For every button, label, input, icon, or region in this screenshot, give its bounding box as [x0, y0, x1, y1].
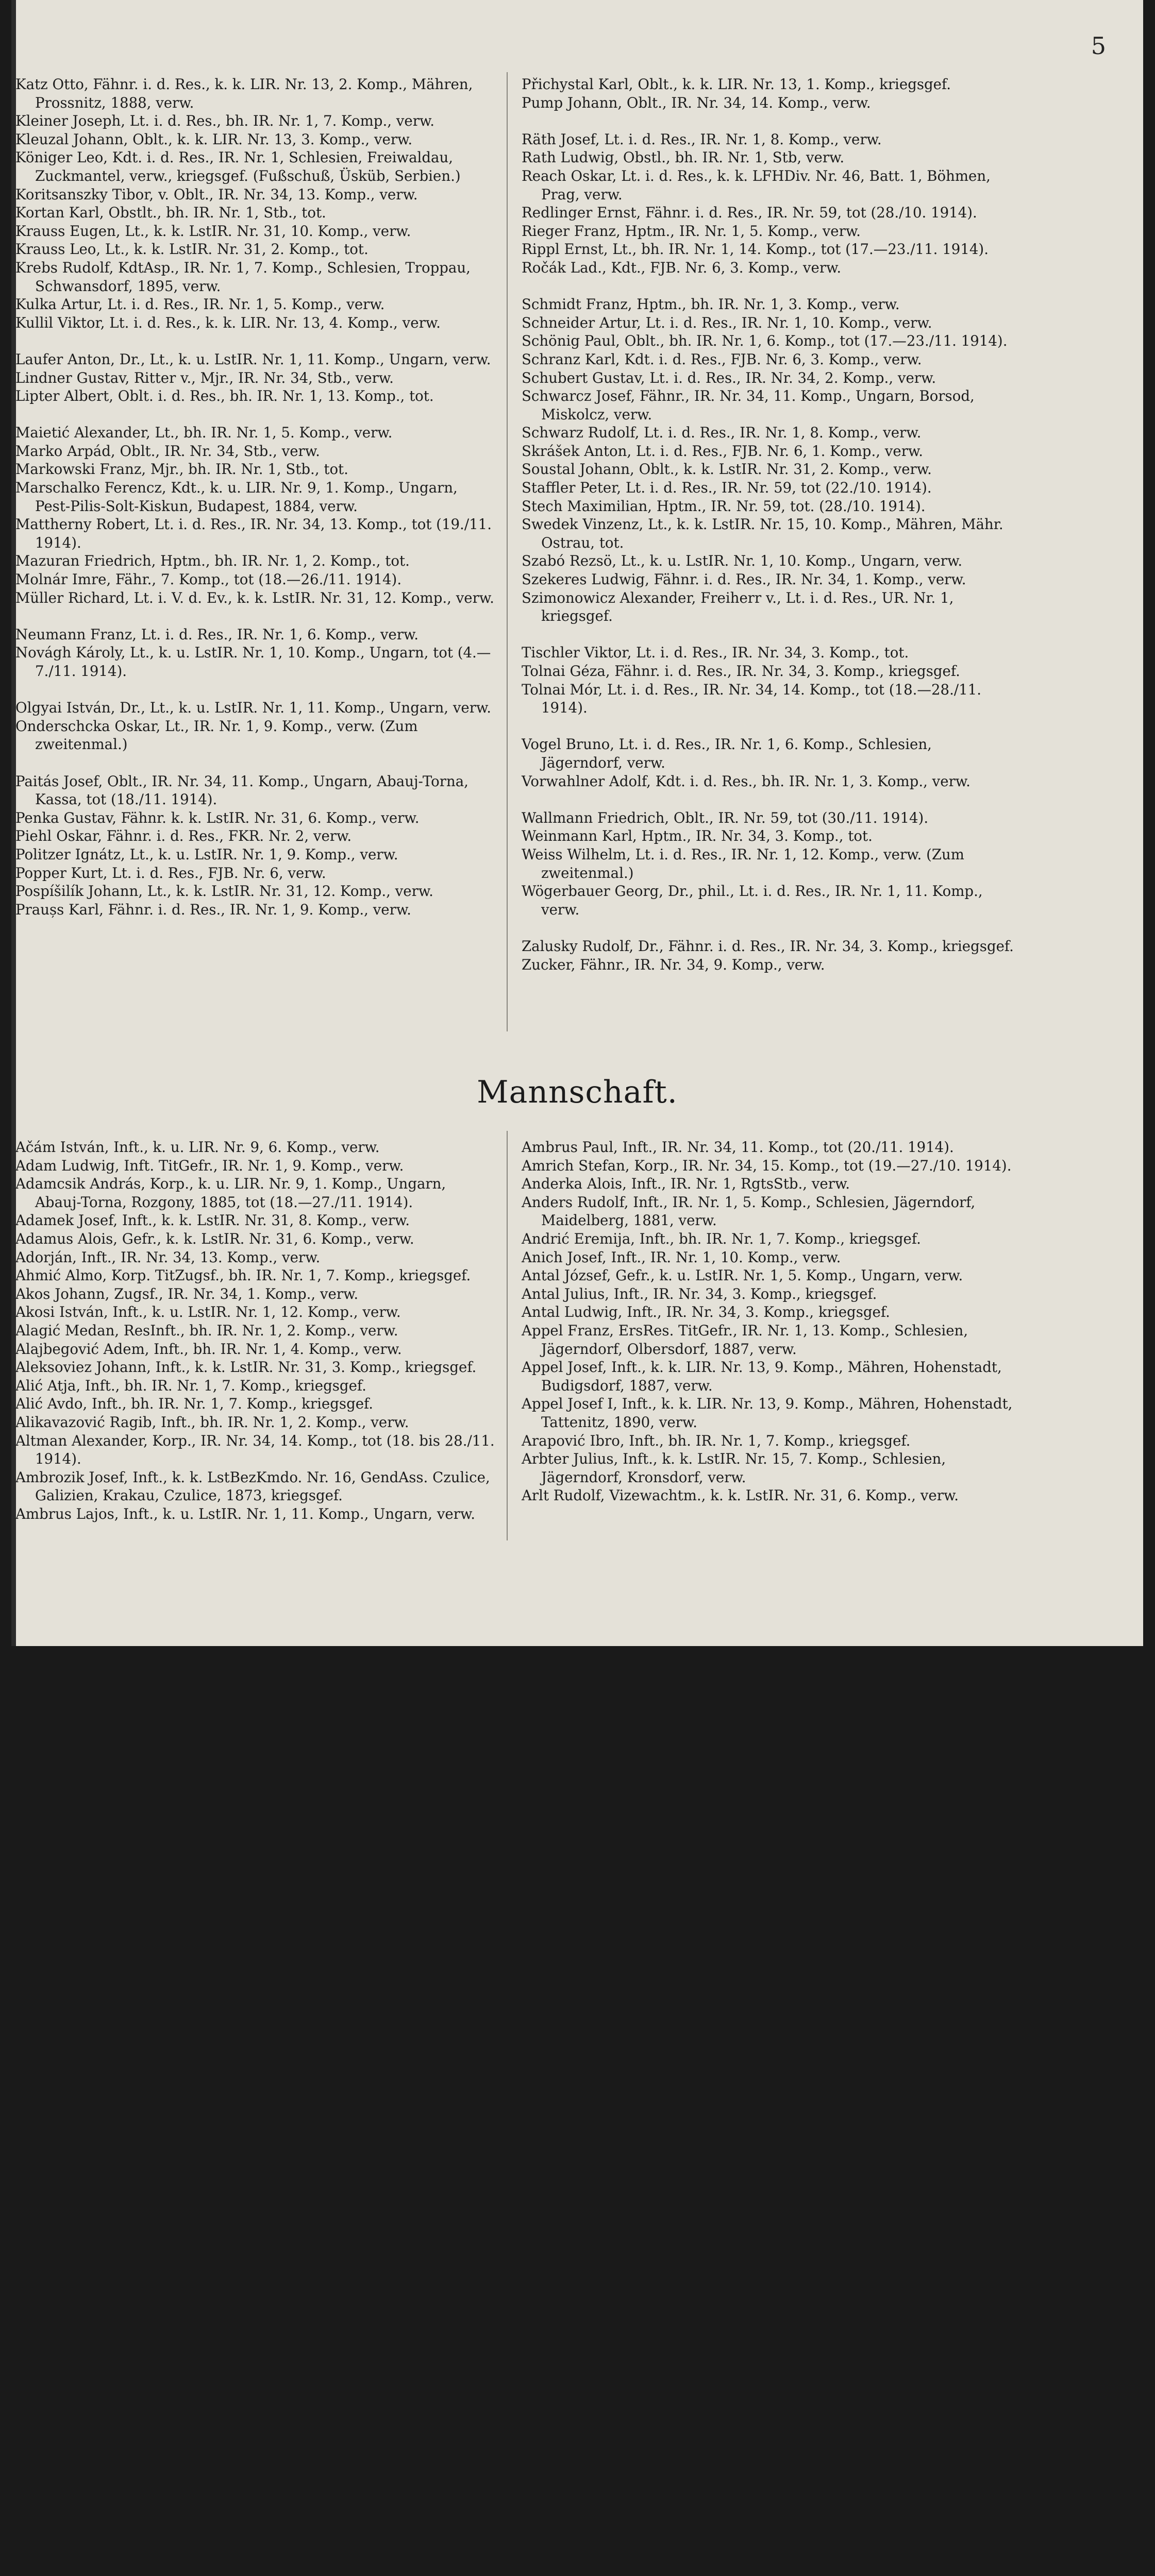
roster-entry: Aleksoviez Johann, Inft., k. k. LstIR. Nr. 31, 3. Komp., kriegsgef. — [15, 1359, 477, 1376]
entry-gap — [15, 607, 495, 625]
roster-entry: Maietić Alexander, Lt., bh. IR. Nr. 1, 5. Komp., verw. — [15, 424, 393, 442]
roster-entry: Kortan Karl, Obstlt., bh. IR. Nr. 1, Stb., tot. — [15, 204, 326, 222]
entry-gap — [15, 332, 495, 350]
roster-entry: Vogel Bruno, Lt. i. d. Res., IR. Nr. 1, 6. Komp., Schlesien, Jägerndorf, verw. — [522, 736, 932, 771]
roster-entry: Praușs Karl, Fähnr. i. d. Res., IR. Nr. 1, 9. Komp., verw. — [15, 901, 411, 918]
roster-entry: Weinmann Karl, Hptm., IR. Nr. 34, 3. Komp., tot. — [522, 827, 873, 845]
roster-entry: Müller Richard, Lt. i. V. d. Ev., k. k. LstIR. Nr. 31, 12. Komp., verw. — [15, 589, 494, 606]
roster-entry: Arlt Rudolf, Vizewachtm., k. k. LstIR. Nr. 31, 6. Komp., verw. — [522, 1487, 959, 1504]
roster-entry: Anich Josef, Inft., IR. Nr. 1, 10. Komp., verw. — [522, 1248, 841, 1266]
roster-entry: Anders Rudolf, Inft., IR. Nr. 1, 5. Komp., Schlesien, Jägerndorf, Maidelberg, 1881, verw. — [522, 1193, 976, 1229]
roster-entry: Kullil Viktor, Lt. i. d. Res., k. k. LIR. Nr. 13, 4. Komp., verw. — [15, 314, 441, 331]
entry-gap — [15, 681, 495, 699]
roster-entry: Novágh Károly, Lt., k. u. LstIR. Nr. 1, 10. Komp., Ungarn, tot (4.—7./11. 1914). — [15, 644, 491, 680]
roster-entry: Piehl Oskar, Fähnr. i. d. Res., FKR. Nr. 2, verw. — [15, 827, 352, 845]
roster-entry: Popper Kurt, Lt. i. d. Res., FJB. Nr. 6, verw. — [15, 864, 326, 882]
roster-entry: Alikavazović Ragib, Inft., bh. IR. Nr. 1, 2. Komp., verw. — [15, 1413, 409, 1431]
scanned-page — [11, 0, 1143, 1646]
roster-entry: Adamek Josef, Inft., k. k. LstIR. Nr. 31, 8. Komp., verw. — [15, 1212, 410, 1229]
roster-entry: Wallmann Friedrich, Oblt., IR. Nr. 59, tot (30./11. 1914). — [522, 809, 929, 826]
roster-entry: Marko Arpád, Oblt., IR. Nr. 34, Stb., verw. — [15, 442, 320, 460]
roster-entry: Zalusky Rudolf, Dr., Fähnr. i. d. Res., IR. Nr. 34, 3. Komp., kriegsgef. — [522, 937, 1014, 955]
roster-entry: Andrić Eremija, Inft., bh. IR. Nr. 1, 7. Komp., kriegsgef. — [522, 1230, 921, 1247]
roster-entry: Appel Josef I, Inft., k. k. LIR. Nr. 13, 9. Komp., Mähren, Hohenstadt, Tattenitz, 1890, verw. — [522, 1395, 1013, 1431]
roster-entry: Arbter Julius, Inft., k. k. LstIR. Nr. 15, 7. Komp., Schlesien, Jägerndorf, Kronsdorf, verw. — [522, 1450, 946, 1486]
roster-entry: Alagić Medan, ResInft., bh. IR. Nr. 1, 2. Komp., verw. — [15, 1321, 398, 1339]
roster-entry: Ambrozik Josef, Inft., k. k. LstBezKmdo. Nr. 16, GendAss. Czulice, Galizien, Krakau, Czulice, 1873, kriegsgef. — [15, 1468, 490, 1504]
roster-entry: Pospíšilík Johann, Lt., k. k. LstIR. Nr. 31, 12. Komp., verw. — [15, 883, 433, 900]
entry-gap — [522, 277, 1016, 296]
roster-entry: Altman Alexander, Korp., IR. Nr. 34, 14. Komp., tot (18. bis 28./11. 1914). — [15, 1432, 495, 1468]
entry-gap — [15, 405, 495, 424]
roster-entry: Laufer Anton, Dr., Lt., k. u. LstIR. Nr. 1, 11. Komp., Ungarn, verw. — [15, 350, 491, 368]
roster-entry: Antal József, Gefr., k. u. LstIR. Nr. 1, 5. Komp., Ungarn, verw. — [522, 1267, 963, 1284]
roster-entry: Lindner Gustav, Ritter v., Mjr., IR. Nr. 34, Stb., verw. — [15, 369, 394, 386]
roster-entry: Adamus Alois, Gefr., k. k. LstIR. Nr. 31, 6. Komp., verw. — [15, 1230, 414, 1247]
roster-entry: Tolnai Géza, Fähnr. i. d. Res., IR. Nr. 34, 3. Komp., kriegsgef. — [522, 663, 960, 680]
roster-entry: Schubert Gustav, Lt. i. d. Res., IR. Nr. 34, 2. Komp., verw. — [522, 369, 936, 386]
roster-entry: Szabó Rezsö, Lt., k. u. LstIR. Nr. 1, 10. Komp., Ungarn, verw. — [522, 552, 963, 570]
roster-entry: Krauss Leo, Lt., k. k. LstIR. Nr. 31, 2. Komp., tot. — [15, 241, 369, 258]
roster-entry: Akosi István, Inft., k. u. LstIR. Nr. 1, 12. Komp., verw. — [15, 1303, 401, 1321]
right-column-officers — [522, 75, 1016, 974]
roster-entry: Penka Gustav, Fähnr. k. k. LstIR. Nr. 31, 6. Komp., verw. — [15, 809, 420, 826]
roster-entry: Appel Franz, ErsRes. TitGefr., IR. Nr. 1, 13. Komp., Schlesien, Jägerndorf, Olbersdorf, 1887, verw. — [522, 1321, 968, 1358]
roster-entry: Mattherny Robert, Lt. i. d. Res., IR. Nr. 34, 13. Komp., tot (19./11. 1914). — [15, 516, 492, 551]
roster-entry: Schmidt Franz, Hptm., bh. IR. Nr. 1, 3. Komp., verw. — [522, 296, 900, 313]
left-column-mannschaft — [15, 1138, 495, 1523]
roster-entry: Vorwahlner Adolf, Kdt. i. d. Res., bh. IR. Nr. 1, 3. Komp., verw. — [522, 772, 970, 790]
entry-gap — [522, 717, 1016, 736]
roster-entry: Alić Atja, Inft., bh. IR. Nr. 1, 7. Komp., kriegsgef. — [15, 1377, 366, 1394]
entry-gap — [522, 112, 1016, 130]
roster-entry: Szimonowicz Alexander, Freiherr v., Lt. i. d. Res., UR. Nr. 1, kriegsgef. — [522, 589, 954, 625]
left-column-officers — [15, 75, 495, 919]
roster-entry: Adamcsik András, Korp., k. u. LIR. Nr. 9, 1. Komp., Ungarn, Abauj-Torna, Rozgony, 1885, tot (18.—27./11. 1914). — [15, 1175, 446, 1211]
roster-entry: Amrich Stefan, Korp., IR. Nr. 34, 15. Komp., tot (19.—27./10. 1914). — [522, 1157, 1012, 1174]
roster-entry: Ambrus Lajos, Inft., k. u. LstIR. Nr. 1, 11. Komp., Ungarn, verw. — [15, 1505, 476, 1522]
entry-gap — [522, 919, 1016, 937]
roster-entry: Staffler Peter, Lt. i. d. Res., IR. Nr. 59, tot (22./10. 1914). — [522, 479, 932, 497]
roster-entry: Arapović Ibro, Inft., bh. IR. Nr. 1, 7. Komp., kriegsgef. — [522, 1432, 911, 1449]
roster-entry: Adorján, Inft., IR. Nr. 34, 13. Komp., verw. — [15, 1248, 321, 1266]
roster-entry: Zucker, Fähnr., IR. Nr. 34, 9. Komp., verw. — [522, 956, 825, 973]
roster-entry: Schranz Karl, Kdt. i. d. Res., FJB. Nr. 6, 3. Komp., verw. — [522, 350, 922, 368]
roster-entry: Antal Ludwig, Inft., IR. Nr. 34, 3. Komp., kriegsgef. — [522, 1303, 890, 1321]
roster-entry: Soustal Johann, Oblt., k. k. LstIR. Nr. 31, 2. Komp., verw. — [522, 461, 932, 478]
entry-gap — [522, 625, 1016, 644]
roster-entry: Onderschcka Oskar, Lt., IR. Nr. 1, 9. Komp., verw. (Zum zweitenmal.) — [15, 717, 418, 753]
entry-gap — [15, 754, 495, 772]
roster-entry: Kleuzal Johann, Oblt., k. k. LIR. Nr. 13, 3. Komp., verw. — [15, 130, 413, 148]
roster-entry: Olgyai István, Dr., Lt., k. u. LstIR. Nr. 1, 11. Komp., Ungarn, verw. — [15, 699, 492, 717]
roster-entry: Neumann Franz, Lt. i. d. Res., IR. Nr. 1, 6. Komp., verw. — [15, 625, 419, 643]
roster-entry: Tischler Viktor, Lt. i. d. Res., IR. Nr. 34, 3. Komp., tot. — [522, 644, 909, 662]
roster-entry: Schönig Paul, Oblt., bh. IR. Nr. 1, 6. Komp., tot (17.—23./11. 1914). — [522, 332, 1008, 350]
roster-entry: Schneider Artur, Lt. i. d. Res., IR. Nr. 1, 10. Komp., verw. — [522, 314, 932, 331]
column-divider-bottom — [507, 1131, 508, 1540]
roster-entry: Koritsanszky Tibor, v. Oblt., IR. Nr. 34, 13. Komp., verw. — [15, 185, 418, 203]
roster-entry: Schwarcz Josef, Fähnr., IR. Nr. 34, 11. Komp., Ungarn, Borsod, Miskolcz, verw. — [522, 387, 975, 423]
entry-gap — [522, 790, 1016, 809]
roster-entry: Adam Ludwig, Inft. TitGefr., IR. Nr. 1, 9. Komp., verw. — [15, 1157, 404, 1174]
roster-entry: Politzer Ignátz, Lt., k. u. LstIR. Nr. 1, 9. Komp., verw. — [15, 845, 398, 863]
roster-entry: Lipter Albert, Oblt. i. d. Res., bh. IR. Nr. 1, 13. Komp., tot. — [15, 387, 434, 405]
roster-entry: Markowski Franz, Mjr., bh. IR. Nr. 1, Stb., tot. — [15, 461, 348, 478]
roster-entry: Wögerbauer Georg, Dr., phil., Lt. i. d. Res., IR. Nr. 1, 11. Komp., verw. — [522, 883, 983, 918]
roster-entry: Rieger Franz, Hptm., IR. Nr. 1, 5. Komp., verw. — [522, 222, 861, 240]
roster-entry: Königer Leo, Kdt. i. d. Res., IR. Nr. 1, Schlesien, Freiwaldau, Zuckmantel, verw., kriegsgef. (Fußschuß, Üsküb, Serbien.) — [15, 149, 461, 184]
roster-entry: Ahmić Almo, Korp. TitZugsf., bh. IR. Nr. 1, 7. Komp., kriegsgef. — [15, 1267, 471, 1284]
roster-entry: Weiss Wilhelm, Lt. i. d. Res., IR. Nr. 1, 12. Komp., verw. (Zum zweitenmal.) — [522, 845, 964, 882]
roster-entry: Stech Maximilian, Hptm., IR. Nr. 59, tot. (28./10. 1914). — [522, 497, 926, 515]
roster-entry: Ročák Lad., Kdt., FJB. Nr. 6, 3. Komp., verw. — [522, 259, 842, 276]
roster-entry: Räth Josef, Lt. i. d. Res., IR. Nr. 1, 8. Komp., verw. — [522, 130, 882, 148]
roster-entry: Ambrus Paul, Inft., IR. Nr. 34, 11. Komp., tot (20./11. 1914). — [522, 1139, 954, 1156]
roster-entry: Antal Julius, Inft., IR. Nr. 34, 3. Komp., kriegsgef. — [522, 1285, 877, 1302]
roster-entry: Kleiner Joseph, Lt. i. d. Res., bh. IR. Nr. 1, 7. Komp., verw. — [15, 112, 435, 130]
roster-entry: Skrášek Anton, Lt. i. d. Res., FJB. Nr. 6, 1. Komp., verw. — [522, 442, 923, 460]
column-divider-top — [507, 72, 508, 1031]
roster-entry: Swedek Vinzenz, Lt., k. k. LstIR. Nr. 15, 10. Komp., Mähren, Mähr. Ostrau, tot. — [522, 516, 1003, 551]
roster-entry: Redlinger Ernst, Fähnr. i. d. Res., IR. Nr. 59, tot (28./10. 1914). — [522, 204, 977, 222]
roster-entry: Krauss Eugen, Lt., k. k. LstIR. Nr. 31, 10. Komp., verw. — [15, 222, 411, 240]
roster-entry: Tolnai Mór, Lt. i. d. Res., IR. Nr. 34, 14. Komp., tot (18.—28./11. 1914). — [522, 681, 982, 717]
viewer-footer — [0, 1646, 1155, 1698]
roster-entry: Přichystal Karl, Oblt., k. k. LIR. Nr. 13, 1. Komp., kriegsgef. — [522, 76, 951, 93]
roster-entry: Katz Otto, Fähnr. i. d. Res., k. k. LIR. Nr. 13, 2. Komp., Mähren, Prossnitz, 1888, verw. — [15, 76, 473, 111]
page-number: 5 — [1091, 32, 1106, 60]
roster-entry: Paitás Josef, Oblt., IR. Nr. 34, 11. Komp., Ungarn, Abauj-Torna, Kassa, tot (18./11. 1914). — [15, 772, 468, 808]
roster-entry: Alajbegović Adem, Inft., bh. IR. Nr. 1, 4. Komp., verw. — [15, 1340, 402, 1358]
right-column-mannschaft — [522, 1138, 1016, 1505]
roster-entry: Szekeres Ludwig, Fähnr. i. d. Res., IR. Nr. 34, 1. Komp., verw. — [522, 571, 966, 588]
roster-entry: Schwarz Rudolf, Lt. i. d. Res., IR. Nr. 1, 8. Komp., verw. — [522, 424, 922, 442]
roster-entry: Mazuran Friedrich, Hptm., bh. IR. Nr. 1, 2. Komp., tot. — [15, 552, 410, 570]
roster-entry: Anderka Alois, Inft., IR. Nr. 1, RgtsStb., verw. — [522, 1175, 850, 1193]
roster-entry: Appel Josef, Inft., k. k. LIR. Nr. 13, 9. Komp., Mähren, Hohenstadt, Budigsdorf, 1887, verw. — [522, 1359, 1002, 1394]
roster-entry: Kulka Artur, Lt. i. d. Res., IR. Nr. 1, 5. Komp., verw. — [15, 296, 385, 313]
roster-entry: Pump Johann, Oblt., IR. Nr. 34, 14. Komp., verw. — [522, 94, 871, 111]
section-title: Mannschaft. — [477, 1074, 678, 1110]
roster-entry: Marschalko Ferencz, Kdt., k. u. LIR. Nr. 9, 1. Komp., Ungarn, Pest-Pilis-Solt-Kiskun, Budapest, 1884, verw. — [15, 479, 458, 515]
roster-entry: Rath Ludwig, Obstl., bh. IR. Nr. 1, Stb, verw. — [522, 149, 845, 166]
roster-entry: Krebs Rudolf, KdtAsp., IR. Nr. 1, 7. Komp., Schlesien, Troppau, Schwansdorf, 1895, verw. — [15, 259, 471, 295]
roster-entry: Alić Avdo, Inft., bh. IR. Nr. 1, 7. Komp., kriegsgef. — [15, 1395, 374, 1413]
roster-entry: Reach Oskar, Lt. i. d. Res., k. k. LFHDiv. Nr. 46, Batt. 1, Böhmen, Prag, verw. — [522, 167, 991, 203]
roster-entry: Rippl Ernst, Lt., bh. IR. Nr. 1, 14. Komp., tot (17.—23./11. 1914). — [522, 241, 989, 258]
roster-entry: Ačám István, Inft., k. u. LIR. Nr. 9, 6. Komp., verw. — [15, 1139, 380, 1156]
roster-entry: Akos Johann, Zugsf., IR. Nr. 34, 1. Komp., verw. — [15, 1285, 359, 1302]
roster-entry: Molnár Imre, Fähr., 7. Komp., tot (18.—26./11. 1914). — [15, 571, 402, 588]
